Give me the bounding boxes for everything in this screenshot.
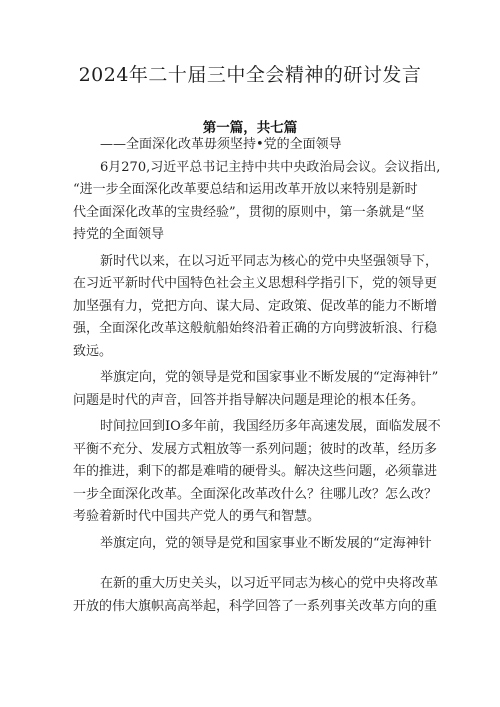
section-heading: 第一篇，共七篇 (202, 120, 298, 136)
text-line: 时间拉回到IO多年前，我国经历多年高速发展，面临发展不 (100, 419, 441, 434)
text-line: 举旗定向，党的领导是党和国家事业不断发展的“定海神针” (100, 370, 439, 385)
paragraph (73, 251, 439, 364)
text-line: 在新的重大历史关头，以习近平同志为核心的党中央将改革 (100, 576, 439, 591)
subtitle: ——全面深化改革毋须坚持•党的全面领导 (100, 137, 342, 152)
paragraph (73, 573, 439, 618)
text-line: 加坚强有力，党把方向、谋大局、定政策、促改革的能力不断增 (73, 298, 438, 314)
document-title: 2024年二十届三中全会精神的研讨发言 (78, 64, 422, 86)
paragraph (73, 157, 441, 247)
paragraph (73, 367, 439, 412)
paragraph (73, 416, 441, 529)
document-body (73, 134, 441, 618)
text-line: 持党的全面领导 (73, 227, 165, 242)
text-line: 问题是时代的声音，回答并指导解决问题是理论的根本任务。 (73, 392, 425, 408)
text-line: 平衡不充分、发展方式粗放等一系列问题；彼时的改革，经历多 (73, 441, 438, 457)
text-line: 致远。 (73, 343, 113, 359)
text-line: 一步全面深化改革。全面深化改革改什么？往哪儿改？怎么改？ (73, 486, 438, 502)
text-line: 举旗定向，党的领导是党和国家事业不断发展的“定海神针 (100, 535, 432, 551)
text-line: 年的推进，剩下的都是难啃的硬骨头。解决这些问题，必须靠进 (73, 464, 438, 479)
text-line: 强，全面深化改革这般航船始终沿着正确的方向劈波斩浪、行稳 (73, 321, 438, 336)
text-line: 开放的伟大旗帜高高举起，科学回答了一系列事关改革方向的重 (73, 598, 438, 614)
paragraph (73, 533, 433, 556)
text-line: 代全面深化改革的宝贵经验”，贯彻的原则中，第一条就是“坚 (73, 204, 425, 220)
text-line: 新时代以来，在以习近平同志为核心的党中央坚强领导下， (100, 253, 439, 269)
text-line: 在习近平新时代中国特色社会主义思想科学指引下，党的领导更 (73, 276, 438, 291)
text-line: “进一步全面深化改革要总结和运用改革开放以来特别是新时 (73, 182, 418, 197)
text-line: 6月270,习近平总书记主持中共中央政治局会议。会议指出, (100, 159, 441, 175)
text-line: 考验着新时代中国共产党人的勇气和智慧。 (73, 509, 321, 524)
